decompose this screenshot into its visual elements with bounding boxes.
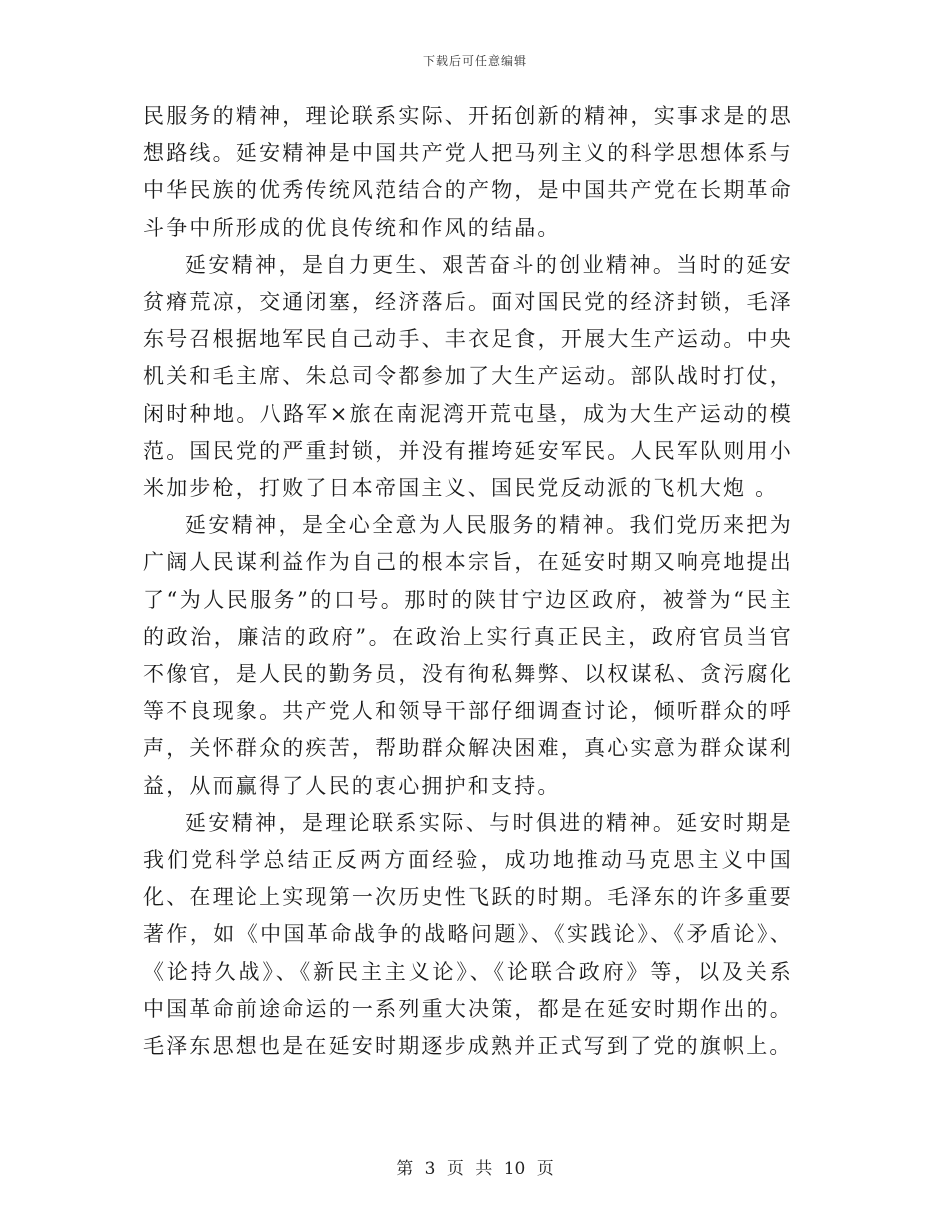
paragraph-4: 延安精神，是理论联系实际、与时俱进的精神。延安时期是我们党科学总结正反两方面经验，成功地推动马克思主义中国化、在理论上实现第一次历史性飞跃的时期。毛泽东的许多重要著作，如《中国革命战争的战略问题》、《实践论》、《矛盾论》、《论持久战》、《新民主主义论》、《论联合政府》等，以及关系中国革命前途命运的一系列重大决策，都是在延安时期作出的。毛泽东思想也是在延安时期逐步成熟并正式写到了党的旗帜上。 <box>143 810 793 1059</box>
document-body <box>143 98 793 1065</box>
paragraph-2: 延安精神，是自力更生、艰苦奋斗的创业精神。当时的延安贫瘠荒凉，交通闭塞，经济落后。面对国民党的经济封锁，毛泽东号召根据地军民自己动手、丰衣足食，开展大生产运动。中央机关和毛主席、朱总司令都参加了大生产运动。部队战时打仗，闲时种地。八路军×旅在南泥湾开荒屯垦，成为大生产运动的模范。国民党的严重封锁，并没有摧垮延安军民。人民军队则用小米加步枪，打败了日本帝国主义、国民党反动派的飞机大炮 。 <box>143 252 793 501</box>
paragraph-1: 民服务的精神，理论联系实际、开拓创新的精神，实事求是的思想路线。延安精神是中国共产党人把马列主义的科学思想体系与中华民族的优秀传统风范结合的产物，是中国共产党在长期革命斗争中所形成的优良传统和作风的结晶。 <box>143 104 793 240</box>
page-number-footer: 第 3 页 共 10 页 <box>396 1159 554 1179</box>
paragraph-3: 延安精神，是全心全意为人民服务的精神。我们党历来把为广阔人民谋利益作为自己的根本宗旨，在延安时期又响亮地提出了“为人民服务”的口号。那时的陕甘宁边区政府，被誉为“民主的政治，廉洁的政府”。在政治上实行真正民主，政府官员当官不像官，是人民的勤务员，没有徇私舞弊、以权谋私、贪污腐化等不良现象。共产党人和领导干部仔细调查讨论，倾听群众的呼声，关怀群众的疾苦，帮助群众解决困难，真心实意为群众谋利益，从而赢得了人民的衷心拥护和支持。 <box>143 513 793 798</box>
page-header-note: 下载后可任意编辑 <box>422 54 527 68</box>
